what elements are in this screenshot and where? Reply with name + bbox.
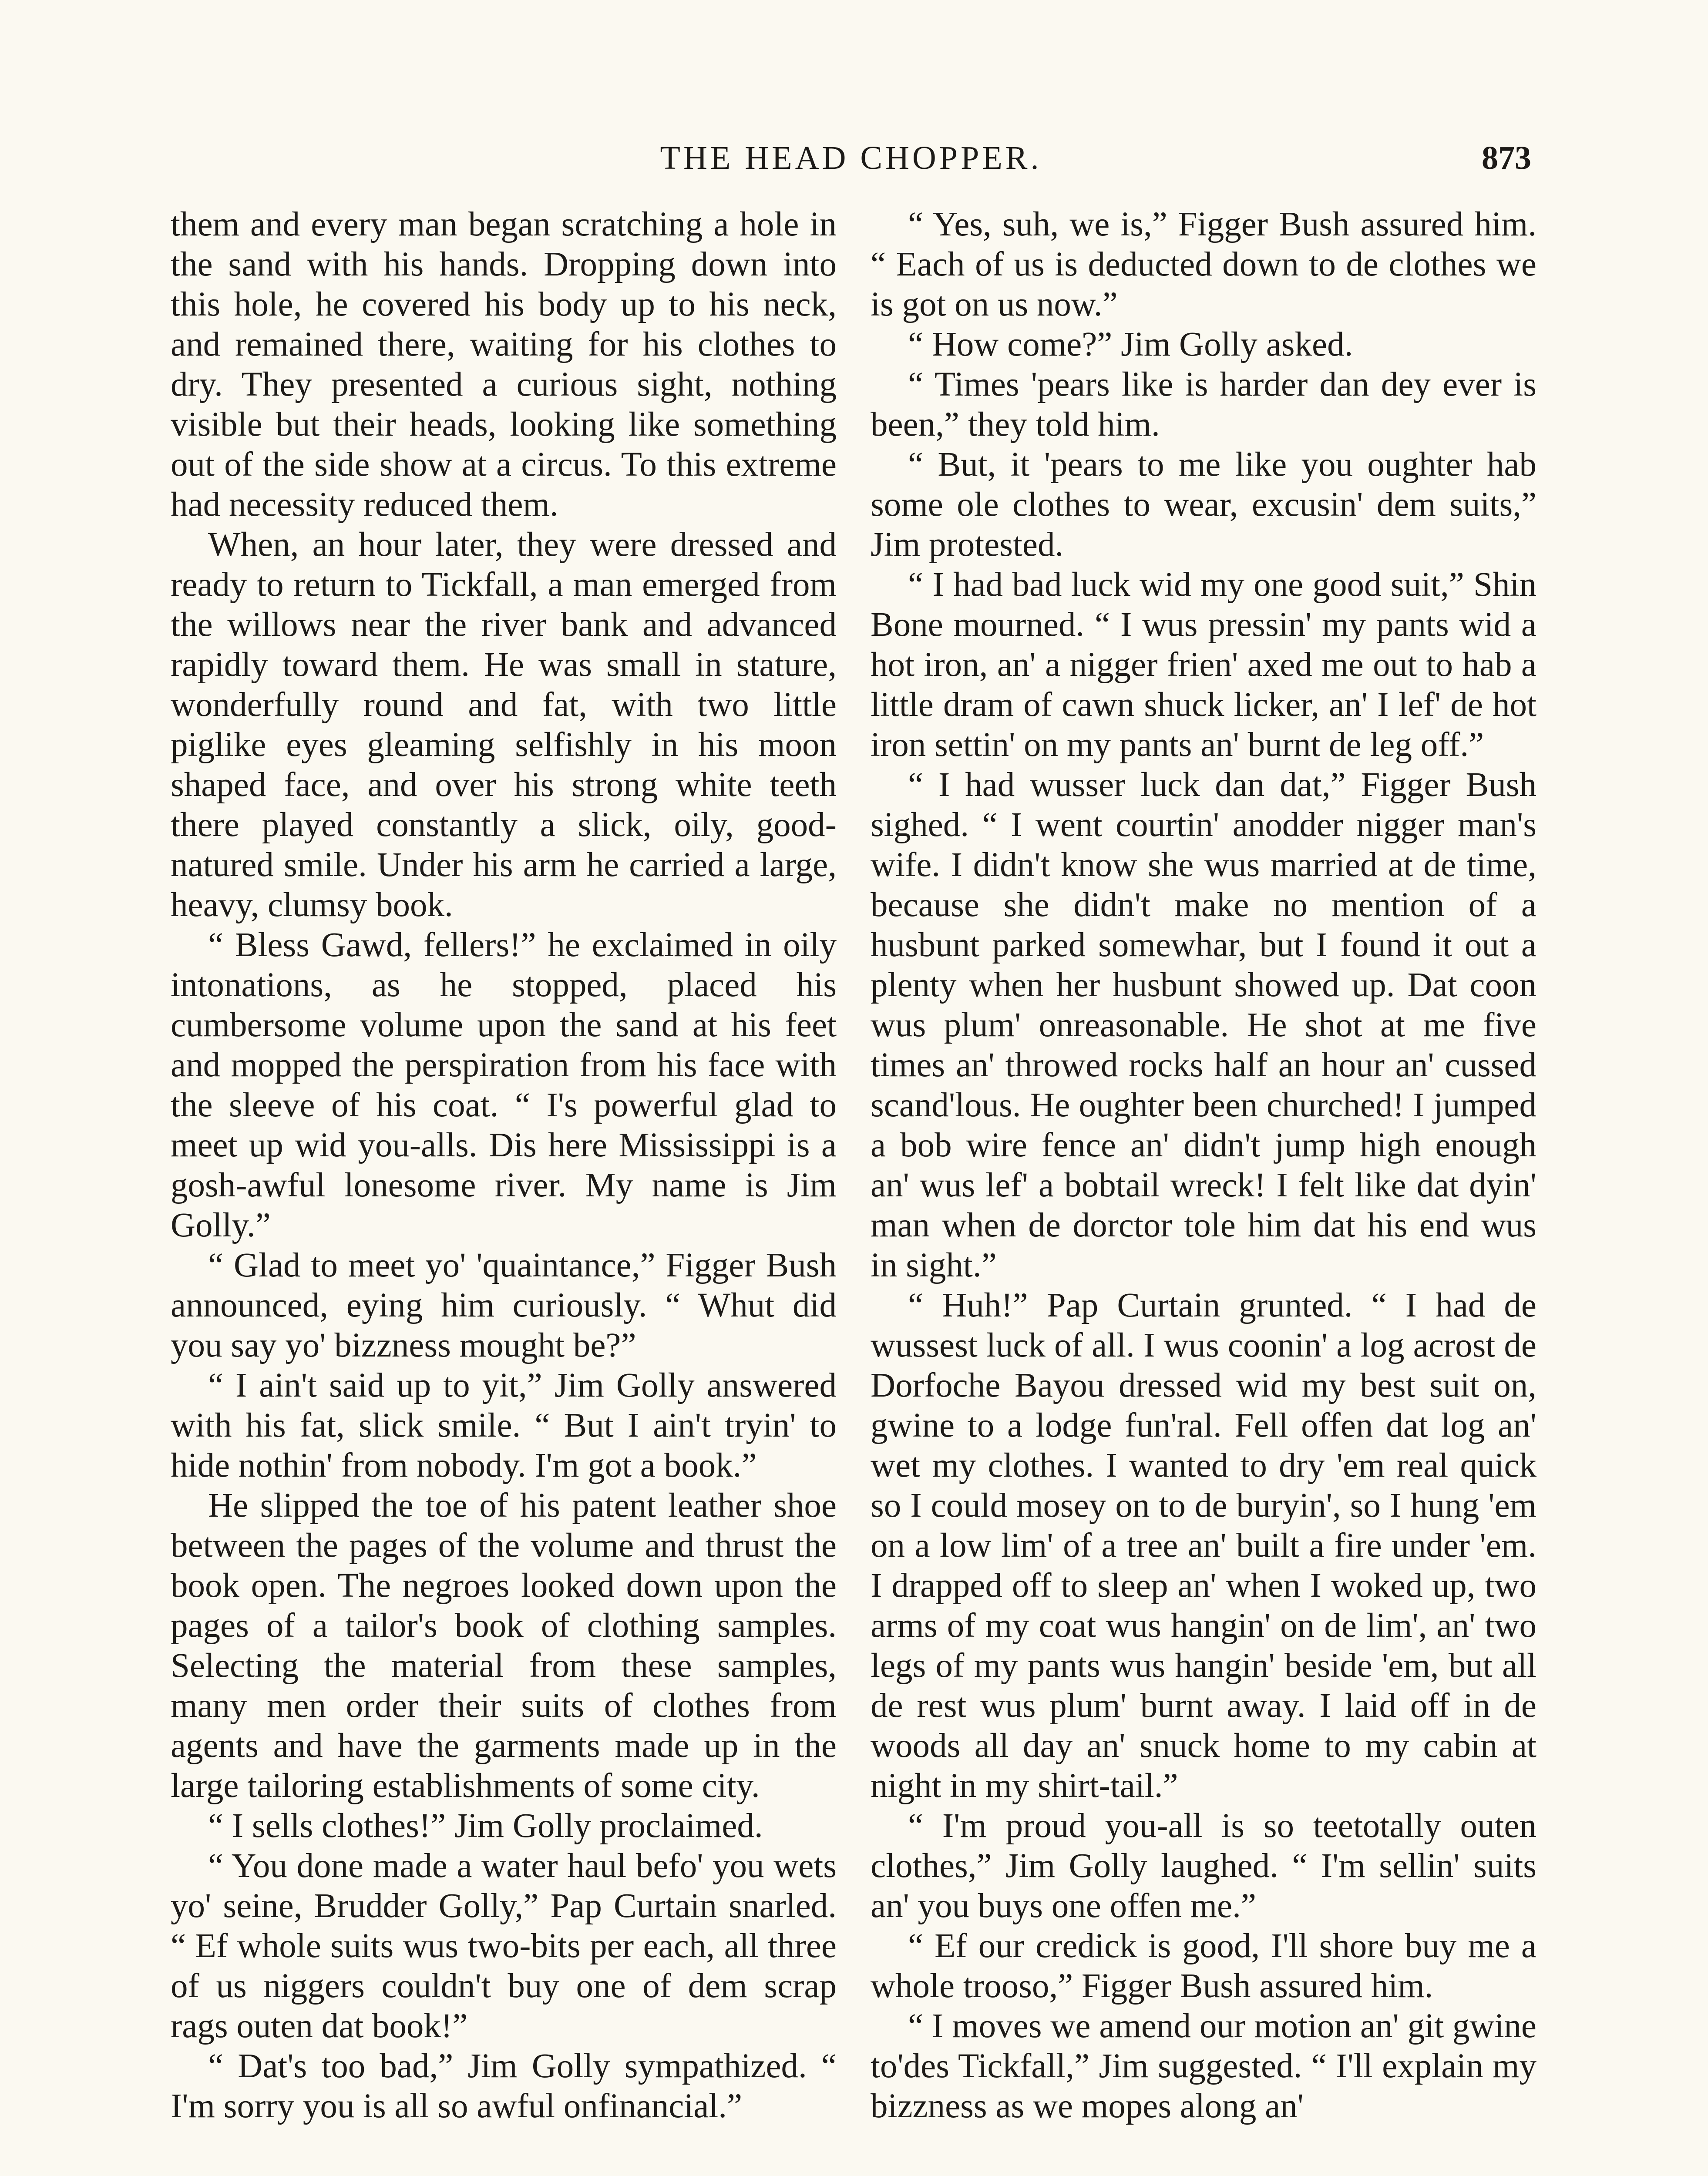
left-column xyxy=(171,205,837,2126)
paragraph: “ Bless Gawd, fellers!” he exclaimed in oily intonations, as he stopped, placed his cumbersome volume upon the sand at his feet and mopped the perspiration from his face with the sleeve of his coat. “ I's powerful glad to meet up wid you-alls. Dis here Mississippi is a gosh-awful lonesome river. My name is Jim Golly.” xyxy=(171,926,837,1244)
paragraph: “ Huh!” Pap Curtain grunted. “ I had de wussest luck of all. I wus coonin' a log acrost de Dorfoche Bayou dressed wid my best suit on, gwine to a lodge fun'ral. Fell offen dat log an' wet my clothes. I wanted to dry 'em real quick so I could mosey on to de buryin', so I hung 'em on a low lim' of a tree an' built a fire under 'em. I drapped off to sleep an' when I woked up, two arms of my coat wus hangin' on de lim', an' two legs of my pants wus hangin' beside 'em, but all de rest wus plum' burnt away. I laid off in de woods all day an' snuck home to my cabin at night in my shirt-tail.” xyxy=(871,1286,1537,1805)
paragraph: “ I'm proud you-all is so teetotally outen clothes,” Jim Golly laughed. “ I'm sellin' suits an' you buys one offen me.” xyxy=(871,1807,1537,1925)
paragraph: “ Ef our credick is good, I'll shore buy me a whole trooso,” Figger Bush assured him. xyxy=(871,1927,1537,2005)
paragraph: “ Yes, suh, we is,” Figger Bush assured him. “ Each of us is deducted down to de clothes we is got on us now.” xyxy=(871,205,1537,323)
paragraph: “ Dat's too bad,” Jim Golly sympathized. “ I'm sorry you is all so awful onfinancial.” xyxy=(171,2047,837,2125)
running-title: THE HEAD CHOPPER. xyxy=(660,140,1042,176)
paragraph: them and every man began scratching a hole in the sand with his hands. Dropping down into this hole, he covered his body up to his neck, and remained there, waiting for his clothes to dry. They presented a curious sight, nothing visible but their heads, looking like something out of the side show at a circus. To this extreme had necessity reduced them. xyxy=(171,205,837,524)
paragraph: “ But, it 'pears to me like you oughter hab some ole clothes to wear, excusin' dem suits,” Jim protested. xyxy=(871,446,1537,564)
paragraph: “ Times 'pears like is harder dan dey ever is been,” they told him. xyxy=(871,366,1537,443)
paragraph: “ You done made a water haul befo' you wets yo' seine, Brudder Golly,” Pap Curtain snarled. “ Ef whole suits wus two-bits per each, all three of us niggers couldn't buy one of dem scrap rags outen dat book!” xyxy=(171,1847,837,2045)
paragraph: “ I sells clothes!” Jim Golly proclaimed. xyxy=(208,1807,763,1845)
paragraph: “ Glad to meet yo' 'quaintance,” Figger Bush announced, eying him curiously. “ Whut did you say yo' bizzness mought be?” xyxy=(171,1246,837,1364)
right-column xyxy=(871,205,1537,2126)
page-number: 873 xyxy=(1482,140,1531,176)
page-header xyxy=(171,131,1531,200)
paragraph: “ I ain't said up to yit,” Jim Golly answered with his fat, slick smile. “ But I ain't tryin' to hide nothin' from nobody. I'm got a book.” xyxy=(171,1367,837,1484)
paragraph: “ I moves we amend our motion an' git gwine to'des Tickfall,” Jim suggested. “ I'll explain my bizzness as we mopes along an' xyxy=(871,2007,1537,2125)
paragraph: “ How come?” Jim Golly asked. xyxy=(908,326,1353,363)
paragraph: When, an hour later, they were dressed and ready to return to Tickfall, a man emerged from the willows near the river bank and advanced rapidly toward them. He was small in stature, wonderfully round and fat, with two little piglike eyes gleaming selfishly in his moon shaped face, and over his strong white teeth there played constantly a slick, oily, good-natured smile. Under his arm he carried a large, heavy, clumsy book. xyxy=(171,526,837,924)
paragraph: “ I had bad luck wid my one good suit,” Shin Bone mourned. “ I wus pressin' my pants wid a hot iron, an' a nigger frien' axed me out to hab a little dram of cawn shuck licker, an' I lef' de hot iron settin' on my pants an' burnt de leg off.” xyxy=(871,566,1537,764)
paragraph: “ I had wusser luck dan dat,” Figger Bush sighed. “ I went courtin' anodder nigger man's wife. I didn't know she wus married at de time, because she didn't make no mention of a husbunt parked somewhar, but I found it out a plenty when her husbunt showed up. Dat coon wus plum' onreasonable. He shot at me five times an' throwed rocks half an hour an' cussed scand'lous. He oughter been churched! I jumped a bob wire fence an' didn't jump high enough an' wus lef' a bobtail wreck! I felt like dat dyin' man when de dorctor tole him dat his end wus in sight.” xyxy=(871,766,1537,1284)
paragraph: He slipped the toe of his patent leather shoe between the pages of the volume and thrust the book open. The negroes looked down upon the pages of a tailor's book of clothing samples. Selecting the material from these samples, many men order their suits of clothes from agents and have the garments made up in the large tailoring establishments of some city. xyxy=(171,1487,837,1805)
